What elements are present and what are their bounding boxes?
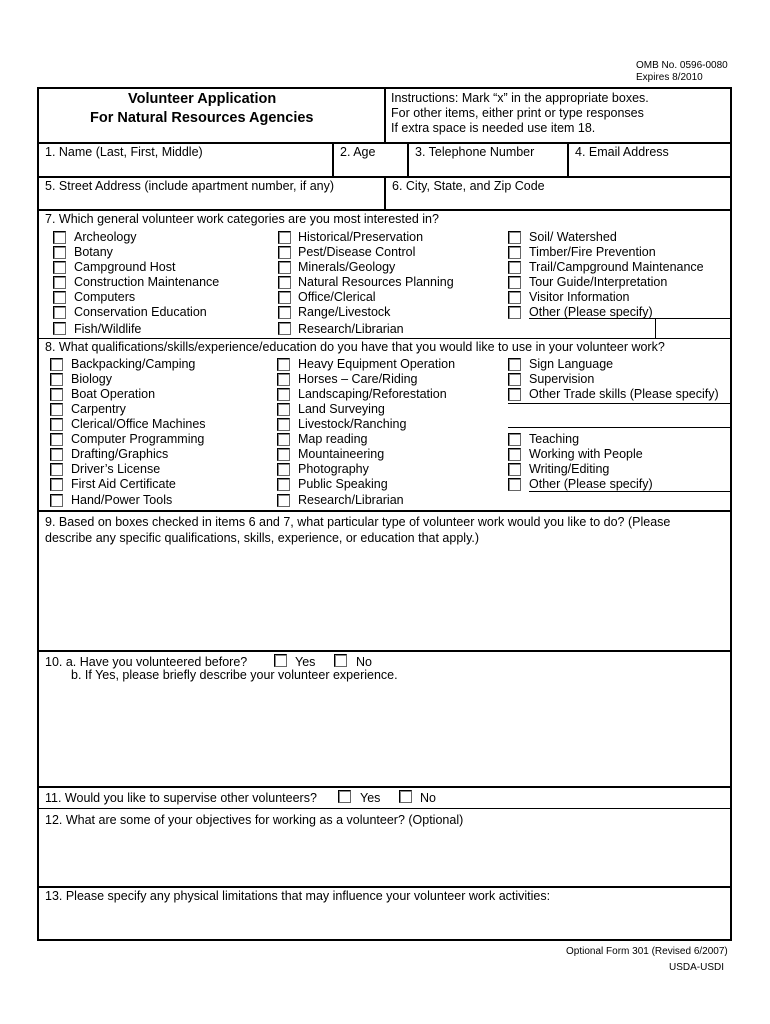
q8-option: Photography xyxy=(298,462,369,476)
q7-option: Research/Librarian xyxy=(298,322,404,336)
form-title: Volunteer Application xyxy=(128,91,277,107)
q10-b-label: b. If Yes, please briefly describe your volunteer experience. xyxy=(71,668,398,682)
q7-option: Timber/Fire Prevention xyxy=(529,245,656,259)
expires-date: Expires 8/2010 xyxy=(636,72,703,83)
checkbox[interactable] xyxy=(278,306,291,319)
q8-option: Drafting/Graphics xyxy=(71,447,169,461)
phone-field-label: 3. Telephone Number xyxy=(415,145,535,159)
q8-other-specify-field[interactable] xyxy=(530,493,730,509)
checkbox[interactable] xyxy=(508,448,521,461)
checkbox[interactable] xyxy=(50,478,63,491)
email-field-label: 4. Email Address xyxy=(575,145,669,159)
rule xyxy=(37,209,732,211)
q7-option: Soil/ Watershed xyxy=(529,230,617,244)
q8-option: Map reading xyxy=(298,432,368,446)
checkbox[interactable] xyxy=(277,358,290,371)
q7-other-specify-field[interactable] xyxy=(530,320,654,336)
email-field[interactable] xyxy=(569,160,730,176)
q10-yes-label: Yes xyxy=(295,655,316,669)
checkbox[interactable] xyxy=(508,276,521,289)
q8-option: Other Trade skills (Please specify) xyxy=(529,387,719,401)
q8-other-trade-specify-field[interactable] xyxy=(509,405,730,426)
q8-option: Biology xyxy=(71,372,112,386)
q10-no-label: No xyxy=(356,655,372,669)
q9-response-area[interactable] xyxy=(39,548,730,649)
checkbox[interactable] xyxy=(277,418,290,431)
rule xyxy=(508,427,732,428)
q11-no-checkbox[interactable] xyxy=(399,790,412,803)
agency-code: USDA-USDI xyxy=(669,962,725,973)
checkbox[interactable] xyxy=(508,463,521,476)
q11-label: 11. Would you like to supervise other volunteers? xyxy=(45,791,317,805)
q7-option: Range/Livestock xyxy=(298,305,391,319)
checkbox[interactable] xyxy=(50,373,63,386)
checkbox[interactable] xyxy=(50,494,63,507)
checkbox[interactable] xyxy=(508,373,521,386)
checkbox[interactable] xyxy=(278,322,291,335)
checkbox[interactable] xyxy=(50,448,63,461)
checkbox[interactable] xyxy=(50,403,63,416)
form-subtitle: For Natural Resources Agencies xyxy=(90,110,314,126)
q7-option: Computers xyxy=(74,290,136,304)
checkbox[interactable] xyxy=(508,231,521,244)
q7-option: Construction Maintenance xyxy=(74,275,220,289)
checkbox[interactable] xyxy=(50,418,63,431)
checkbox[interactable] xyxy=(508,261,521,274)
q8-option: Research/Librarian xyxy=(298,493,404,507)
checkbox[interactable] xyxy=(50,358,63,371)
rule xyxy=(37,786,732,788)
rule xyxy=(37,142,732,144)
age-field-label: 2. Age xyxy=(340,145,376,159)
q8-option: Landscaping/Reforestation xyxy=(298,387,447,401)
q8-option: Working with People xyxy=(529,447,643,461)
q8-option: Driver’s License xyxy=(71,462,161,476)
checkbox[interactable] xyxy=(278,246,291,259)
q8-option: Hand/Power Tools xyxy=(71,493,173,507)
q7-option: Minerals/Geology xyxy=(298,260,396,274)
checkbox[interactable] xyxy=(53,322,66,335)
q8-label: 8. What qualifications/skills/experience/education do you have that you would like to use in your volunteer work? xyxy=(45,340,665,354)
checkbox[interactable] xyxy=(508,306,521,319)
instructions-line-3: If extra space is needed use item 18. xyxy=(391,121,596,135)
checkbox[interactable] xyxy=(508,388,521,401)
checkbox[interactable] xyxy=(277,403,290,416)
rule xyxy=(655,318,656,338)
checkbox[interactable] xyxy=(508,246,521,259)
rule xyxy=(37,886,732,888)
q7-option: Other (Please specify) xyxy=(529,305,653,319)
instructions-line-1: Instructions: Mark “x” in the appropriate boxes. xyxy=(391,91,649,105)
q8-option: Livestock/Ranching xyxy=(298,417,407,431)
q11-no-label: No xyxy=(420,791,436,805)
rule xyxy=(37,650,732,652)
q7-option: Visitor Information xyxy=(529,290,630,304)
q8-option: Horses – Care/Riding xyxy=(298,372,418,386)
rule xyxy=(37,808,732,809)
checkbox[interactable] xyxy=(508,433,521,446)
q10-yes-checkbox[interactable] xyxy=(274,654,287,667)
q11-yes-label: Yes xyxy=(360,791,381,805)
omb-number: OMB No. 0596-0080 xyxy=(636,60,728,71)
q7-option: Trail/Campground Maintenance xyxy=(529,260,704,274)
q12-response-area[interactable] xyxy=(39,829,730,885)
q13-response-area[interactable] xyxy=(39,905,730,939)
rule xyxy=(37,338,732,339)
checkbox[interactable] xyxy=(278,261,291,274)
q8-option: First Aid Certificate xyxy=(71,477,176,491)
q7-option: Conservation Education xyxy=(74,305,207,319)
q8-option: Backpacking/Camping xyxy=(71,357,196,371)
checkbox[interactable] xyxy=(50,388,63,401)
checkbox[interactable] xyxy=(53,276,66,289)
q8-option: Public Speaking xyxy=(298,477,388,491)
checkbox[interactable] xyxy=(53,246,66,259)
age-field[interactable] xyxy=(334,160,406,176)
q7-option: Pest/Disease Control xyxy=(298,245,416,259)
q13-label: 13. Please specify any physical limitations that may influence your volunteer work activities: xyxy=(45,889,551,903)
checkbox[interactable] xyxy=(50,433,63,446)
rule xyxy=(508,403,732,404)
q7-label: 7. Which general volunteer work categories are you most interested in? xyxy=(45,212,439,226)
q7-option: Natural Resources Planning xyxy=(298,275,454,289)
q8-option: Teaching xyxy=(529,432,580,446)
street-address-field[interactable] xyxy=(39,194,383,209)
q10-a-label: 10. a. Have you volunteered before? xyxy=(45,655,248,669)
q8-option: Sign Language xyxy=(529,357,614,371)
q9-label-line-2: describe any specific qualifications, skills, experience, or education that apply.) xyxy=(45,531,480,545)
checkbox[interactable] xyxy=(53,291,66,304)
checkbox[interactable] xyxy=(53,231,66,244)
checkbox[interactable] xyxy=(53,306,66,319)
q8-option: Other (Please specify) xyxy=(529,477,653,491)
checkbox[interactable] xyxy=(508,291,521,304)
header-divider xyxy=(384,87,386,143)
q7-option: Botany xyxy=(74,245,113,259)
q7-option: Campground Host xyxy=(74,260,176,274)
q8-option: Writing/Editing xyxy=(529,462,610,476)
q10-no-checkbox[interactable] xyxy=(334,654,347,667)
checkbox[interactable] xyxy=(277,433,290,446)
q8-option: Mountaineering xyxy=(298,447,385,461)
instructions-line-2: For other items, either print or type responses xyxy=(391,106,644,120)
rule xyxy=(529,491,730,492)
q8-option: Land Surveying xyxy=(298,402,385,416)
q8-option: Carpentry xyxy=(71,402,126,416)
form-number: Optional Form 301 (Revised 6/2007) xyxy=(566,946,728,957)
checkbox[interactable] xyxy=(50,463,63,476)
checkbox[interactable] xyxy=(508,478,521,491)
q8-option: Boat Operation xyxy=(71,387,156,401)
q8-option: Clerical/Office Machines xyxy=(71,417,206,431)
q8-option: Supervision xyxy=(529,372,595,386)
phone-field[interactable] xyxy=(409,160,566,176)
q8-option: Computer Programming xyxy=(71,432,205,446)
q7-option: Archeology xyxy=(74,230,137,244)
q10-response-area[interactable] xyxy=(39,684,730,785)
checkbox[interactable] xyxy=(508,358,521,371)
city-state-zip-field[interactable] xyxy=(386,194,730,209)
checkbox[interactable] xyxy=(278,276,291,289)
checkbox[interactable] xyxy=(277,478,290,491)
checkbox[interactable] xyxy=(278,231,291,244)
checkbox[interactable] xyxy=(277,373,290,386)
checkbox[interactable] xyxy=(277,463,290,476)
city-state-zip-label: 6. City, State, and Zip Code xyxy=(392,179,545,193)
q7-option: Office/Clerical xyxy=(298,290,376,304)
checkbox[interactable] xyxy=(277,448,290,461)
q7-option: Tour Guide/Interpretation xyxy=(529,275,668,289)
q12-label: 12. What are some of your objectives for working as a volunteer? (Optional) xyxy=(45,813,464,827)
q11-yes-checkbox[interactable] xyxy=(338,790,351,803)
street-address-label: 5. Street Address (include apartment number, if any) xyxy=(45,179,335,193)
checkbox[interactable] xyxy=(277,388,290,401)
checkbox[interactable] xyxy=(53,261,66,274)
checkbox[interactable] xyxy=(278,291,291,304)
rule xyxy=(37,510,732,512)
checkbox[interactable] xyxy=(277,494,290,507)
q8-option: Heavy Equipment Operation xyxy=(298,357,456,371)
name-field[interactable] xyxy=(39,160,331,176)
q9-label-line-1: 9. Based on boxes checked in items 6 and 7, what particular type of volunteer work would you like to do? (Please xyxy=(45,515,671,529)
rule xyxy=(529,318,730,319)
name-field-label: 1. Name (Last, First, Middle) xyxy=(45,145,203,159)
q7-option: Historical/Preservation xyxy=(298,230,424,244)
q7-option: Fish/Wildlife xyxy=(74,322,142,336)
